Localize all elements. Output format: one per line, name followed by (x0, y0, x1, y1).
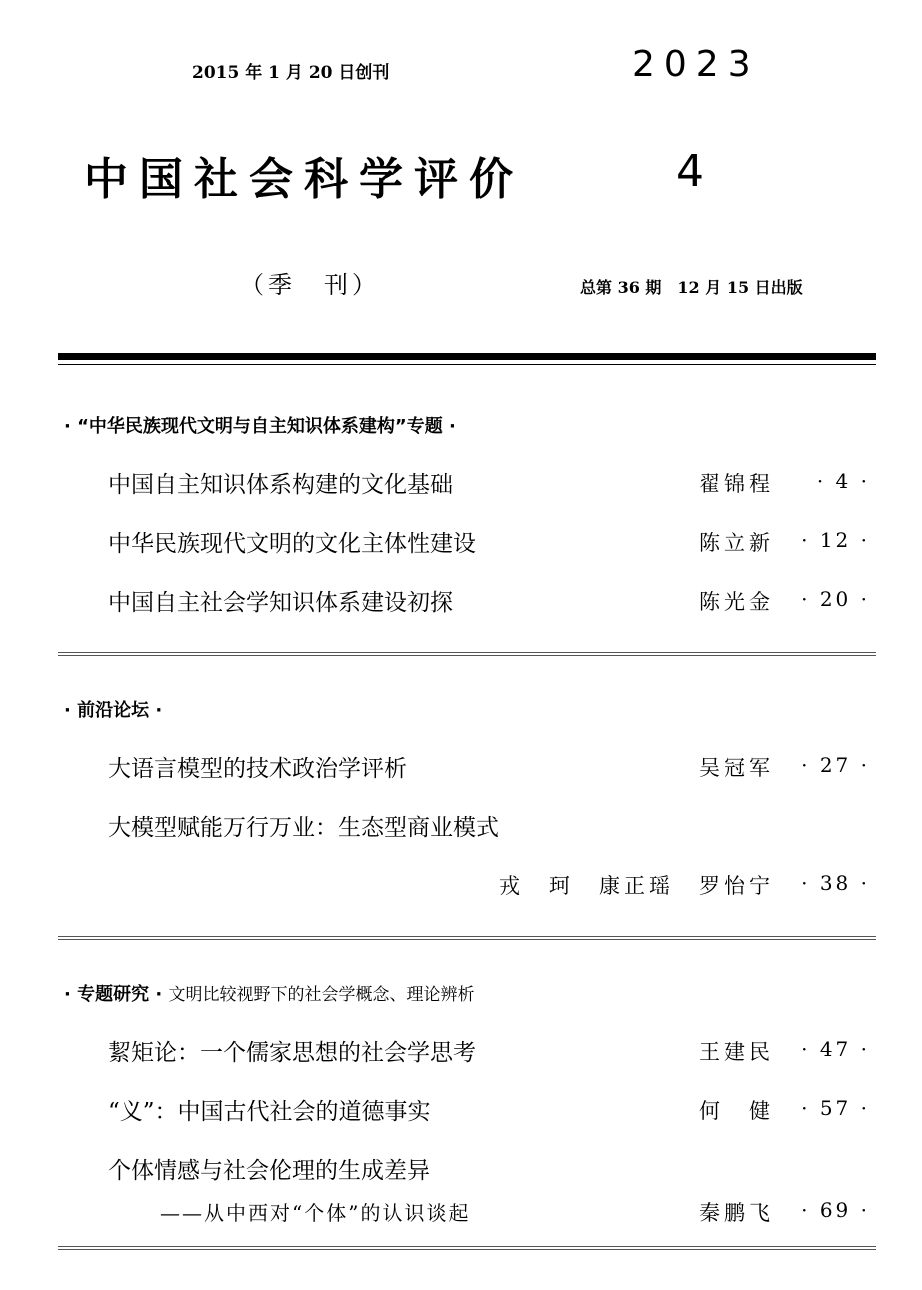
article-page: · 12 · (801, 528, 870, 552)
header-divider-thin (58, 364, 876, 365)
article-page: · 57 · (801, 1096, 870, 1120)
article-title[interactable]: 中国自主知识体系构建的文化基础 (108, 472, 453, 498)
article-page: · 69 · (801, 1198, 870, 1222)
article-title[interactable]: “义”：中国古代社会的道德事实 (108, 1099, 431, 1125)
article-author: 王建民 (699, 1040, 774, 1064)
section-heading-frontier-forum: · 前沿论坛 · (64, 700, 163, 721)
journal-title: 中国社会科学评价 (84, 154, 524, 205)
publication-frequency: （季 刊） (240, 271, 380, 299)
section-heading-special-topic: · “中华民族现代文明与自主知识体系建构”专题 · (64, 416, 456, 437)
issue-number: 4 (676, 146, 704, 197)
article-subtitle: ——从中西对“个体”的认识谈起 (160, 1201, 471, 1225)
article-title[interactable]: 大模型赋能万行万业：生态型商业模式 (108, 815, 499, 841)
section-subheading: 文明比较视野下的社会学概念、理论辨析 (168, 985, 475, 1005)
article-author: 吴冠军 (699, 756, 774, 780)
article-page: · 27 · (801, 753, 870, 777)
section-divider (58, 652, 876, 656)
article-title[interactable]: 大语言模型的技术政治学评析 (108, 756, 407, 782)
article-title[interactable]: 絜矩论：一个儒家思想的社会学思考 (108, 1040, 476, 1066)
article-page: · 20 · (801, 587, 870, 611)
section-divider (58, 1246, 876, 1250)
section-heading-label: · 专题研究 · (64, 984, 163, 1005)
article-title[interactable]: 中国自主社会学知识体系建设初探 (108, 590, 453, 616)
article-page: · 38 · (801, 871, 870, 895)
header-divider-thick (58, 353, 876, 360)
article-page: · 47 · (801, 1037, 870, 1061)
issue-info: 总第 36 期 12 月 15 日出版 (580, 278, 803, 297)
article-page: · 4 · (816, 469, 870, 493)
section-divider (58, 936, 876, 940)
publication-year: 2023 (632, 44, 760, 85)
section-heading-special-research (64, 980, 475, 1006)
article-title[interactable]: 中华民族现代文明的文化主体性建设 (108, 531, 476, 557)
founding-date: 2015 年 1 月 20 日创刊 (192, 63, 390, 83)
article-title[interactable]: 个体情感与社会伦理的生成差异 (108, 1158, 430, 1184)
article-author: 翟锦程 (699, 472, 774, 496)
article-author: 戎 珂 康正瑶 罗怡宁 (499, 874, 774, 898)
article-author: 陈光金 (699, 590, 774, 614)
article-author: 陈立新 (699, 531, 774, 555)
article-author: 何 健 (699, 1099, 774, 1123)
article-author: 秦鹏飞 (699, 1201, 774, 1225)
